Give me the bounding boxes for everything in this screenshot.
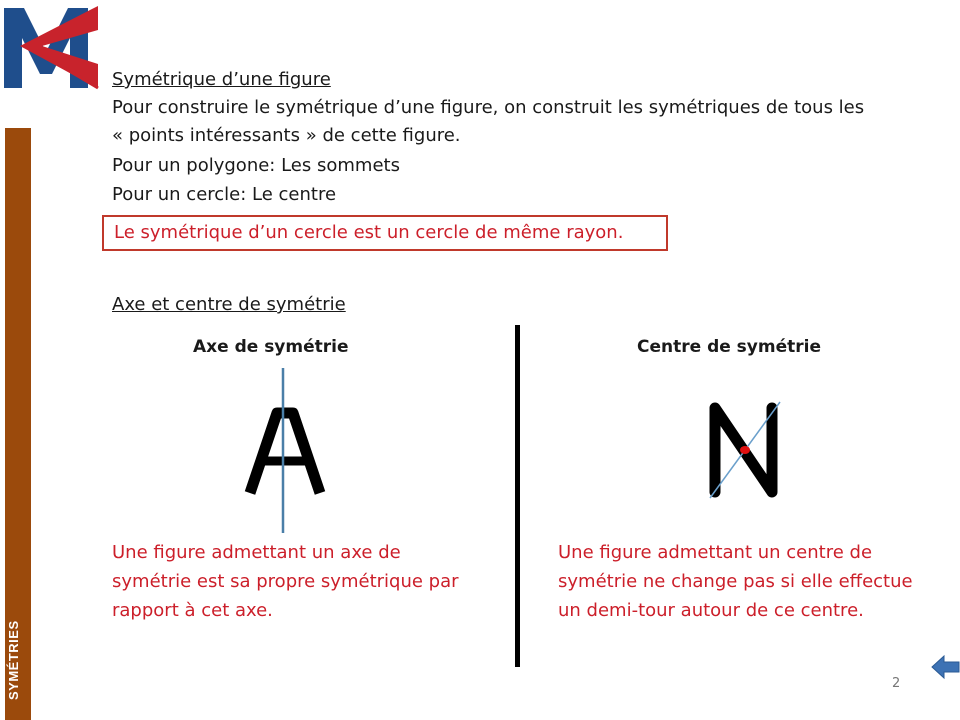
- letter-n-center-figure: [700, 398, 790, 500]
- section-heading-symetrique: Symétrique d’une figure: [112, 69, 331, 90]
- polygon-rule: Pour un polygone: Les sommets: [112, 155, 400, 176]
- back-arrow-icon[interactable]: [930, 654, 960, 680]
- letter-a-axis-figure: [240, 365, 330, 535]
- column-divider: [515, 325, 520, 667]
- page-number: 2: [892, 676, 901, 691]
- paragraph-line-1: Pour construire le symétrique d’une figure, on construit les symétriques de tous les: [112, 97, 865, 118]
- center-description: Une figure admettant un centre de symétrie ne change pas si elle effectue un demi-tour autour de ce centre.: [558, 542, 913, 621]
- axis-description: Une figure admettant un axe de symétrie est sa propre symétrique par rapport à cet axe.: [112, 542, 459, 621]
- sidebar-label: SYMÉTRIES: [6, 620, 21, 700]
- axis-column-title: Axe de symétrie: [193, 337, 349, 357]
- center-point: [740, 446, 750, 454]
- center-column-title: Centre de symétrie: [637, 337, 821, 357]
- circle-rule: Pour un cercle: Le centre: [112, 184, 337, 205]
- paragraph-line-2: « points intéressants » de cette figure.: [112, 125, 461, 146]
- logo: [2, 2, 102, 90]
- circle-callout-box: Le symétrique d’un cercle est un cercle de même rayon.: [102, 215, 668, 251]
- section-heading-axe-centre: Axe et centre de symétrie: [112, 294, 346, 315]
